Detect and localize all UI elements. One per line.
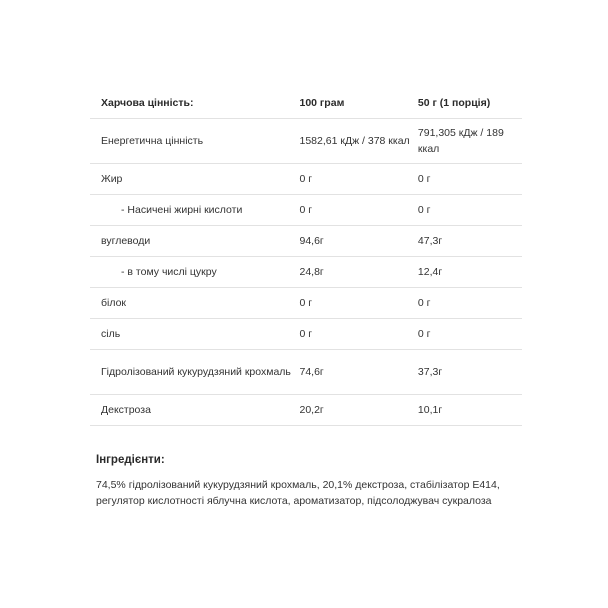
table-row (90, 319, 522, 350)
value-per-100g: 1582,61 кДж / 378 ккал (300, 119, 418, 164)
value-per-serving: 47,3г (418, 226, 522, 257)
value-per-serving: 12,4г (418, 257, 522, 288)
table-row (90, 395, 522, 426)
value-per-100g: 0 г (300, 288, 418, 319)
table-row (90, 226, 522, 257)
nutrient-name: - в тому числі цукру (90, 257, 300, 288)
nutrient-name: Жир (90, 164, 300, 195)
value-per-serving: 10,1г (418, 395, 522, 426)
value-per-serving: 0 г (418, 195, 522, 226)
value-per-serving: 0 г (418, 164, 522, 195)
value-per-100g: 74,6г (300, 350, 418, 395)
nutrient-name: вуглеводи (90, 226, 300, 257)
value-per-serving: 0 г (418, 288, 522, 319)
value-per-serving: 791,305 кДж / 189 ккал (418, 119, 522, 164)
nutrient-name: Енергетична цінність (90, 119, 300, 164)
header-per-serving: 50 г (1 порція) (418, 88, 522, 119)
nutrient-name: Гідролізований кукурудзяний крохмаль (90, 350, 300, 395)
table-row (90, 164, 522, 195)
nutrient-name: Декстроза (90, 395, 300, 426)
value-per-serving: 0 г (418, 319, 522, 350)
value-per-100g: 0 г (300, 319, 418, 350)
table-row (90, 195, 522, 226)
value-per-100g: 0 г (300, 164, 418, 195)
nutrient-name: білок (90, 288, 300, 319)
value-per-serving: 37,3г (418, 350, 522, 395)
value-per-100g: 94,6г (300, 226, 418, 257)
table-row (90, 350, 522, 395)
ingredients-text: 74,5% гідролізований кукурудзяний крохмаль, 20,1% декстроза, стабілізатор E414, регулятор кислотності яблучна кислота, ароматизатор, підсолоджувач сукралоза (96, 479, 500, 507)
header-nutrition-value: Харчова цінність: (90, 88, 300, 119)
header-per-100g: 100 грам (300, 88, 418, 119)
nutrient-name: сіль (90, 319, 300, 350)
nutrition-table (90, 88, 522, 426)
table-row (90, 288, 522, 319)
table-header-row (90, 88, 522, 119)
nutrient-name: - Насичені жирні кислоти (90, 195, 300, 226)
value-per-100g: 20,2г (300, 395, 418, 426)
ingredients-section (96, 454, 536, 509)
value-per-100g: 0 г (300, 195, 418, 226)
table-row (90, 257, 522, 288)
ingredients-title: Інгредієнти: (96, 454, 165, 466)
value-per-100g: 24,8г (300, 257, 418, 288)
table-row (90, 119, 522, 164)
